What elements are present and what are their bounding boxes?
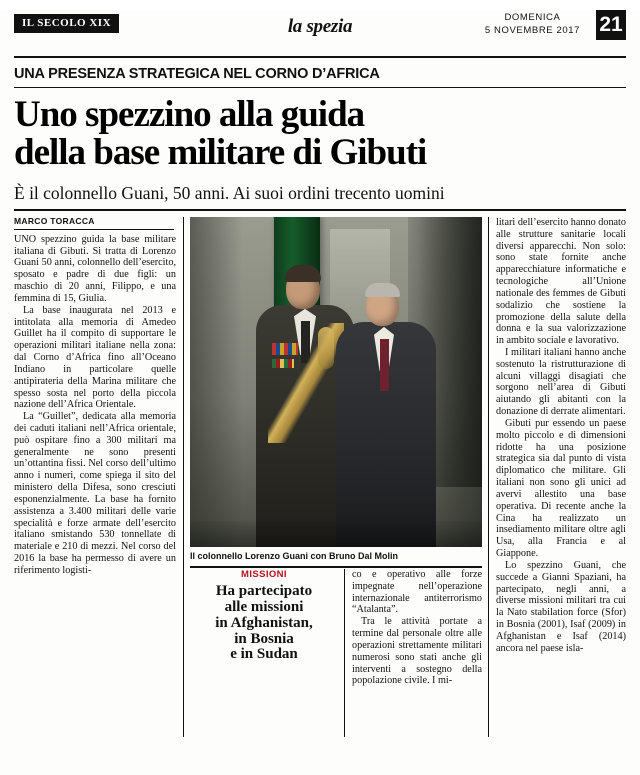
section-title: la spezia (287, 16, 353, 37)
paragraph: co e operativo alle forze impegnate nell’operazione internazionale antiterrorismo “Atalanta”. (352, 568, 482, 616)
guest-hair (365, 283, 400, 297)
text-column-2 (352, 569, 482, 687)
text-column-3 (496, 217, 626, 655)
paragraph: La “Guillet”, dedicata alla memoria dei caduti italiani nell’Africa orientale, può ospitare fino a 300 militari ma generalmente ne sono presenti un’ottantina fissi. Nel corso dell’ultimo anno i numeri, come spiega il sito del ministero della Difesa, sono cresciuti esponenzialmente. La base ha fornito assistenza a 3.400 militari delle varie specialità e forze armate dell’esercito italiano smistando 530 tonnellate di materiale e 210 di mezzi. Nel corso del 2016 la base ha permesso di avere un riferimento logisti- (14, 411, 176, 576)
sidebar-title-line-5: e in Sudan (230, 646, 298, 663)
officer-aiguillette (318, 327, 334, 369)
photo-caption: Il colonnello Lorenzo Guani con Bruno Dal Molin (190, 547, 482, 568)
column-divider-2 (344, 569, 345, 737)
newspaper-page (0, 10, 640, 775)
sidebar-title-line-1: Ha partecipato (215, 582, 313, 599)
officer-medals (272, 343, 298, 355)
headline-line-2: della base militare di Gibuti (14, 132, 427, 174)
issue-date (485, 12, 580, 38)
sidebar-title-line-3: in Afghanistan, (215, 614, 313, 631)
sidebar-missioni (190, 569, 338, 663)
paragraph: Tra le attività portate a termine dal personale oltre alle operazioni strettamente militari numerosi sono stati anche gli interventi a sostegno della popolazione civile. I mi- (352, 616, 482, 687)
paragraph: I militari italiani hanno anche sostenuto la ristrutturazione di alcuni villaggi disagiati che sorgono nell’area di Gibuti aiutando gli abitanti con la donazione di derrate alimentari. (496, 346, 626, 418)
page-number-badge: 21 (596, 10, 626, 40)
masthead (14, 10, 626, 58)
paragraph: litari dell’esercito hanno donato alle strutture sanitarie locali diversi apparecchi. Non solo: sono state fornite anche apparecchiature informatiche e tecnologiche all’Unione nationale des femmes de Gibuti sodalizio che sostiene la promozione della salute della donna e la sua valorizzazione in ambito sociale e lavorativo. (496, 216, 626, 347)
article-subhead: È il colonnello Guani, 50 anni. Ai suoi ordini trecento uomini (14, 184, 626, 211)
guest-tie (380, 339, 389, 391)
column-divider-3 (488, 217, 489, 737)
sidebar-title (190, 584, 338, 663)
paragraph: Lo spezzino Guani, che succede a Gianni Spaziani, ha partecipato, negli anni, a diverse missioni militari tra cui la Nato stabilation force (Sfor) in Bosnia (2001), Isaf (2009) in Afghanistan e Isaf (2014) ancora nel paese isla- (496, 559, 626, 654)
column-divider-1 (183, 217, 184, 737)
sidebar-title-line-2: alle missioni (224, 598, 304, 615)
article-photo-block (190, 217, 482, 568)
paragraph: UNO spezzino guida la base militare italiana di Gibuti. Si tratta di Lorenzo Guani 50 anni, colonnello dell’esercito, sposato e padre di due figli: un maschio di 20 anni, Filippo, e una femmina di 15, Giulia. (14, 233, 176, 304)
paragraph: Gibuti pur essendo un paese molto piccolo e di dimensioni ridotte ha una posizione strategica sia dal punto di vista diplomatico che militare. Gli italiani non sono gli unici ad avervi allestito una base operativa. Di recente anche la Cina ha realizzato un insediamento militare oltre agli Usa, alla Francia e al Giappone. (496, 417, 626, 560)
paragraph: La base inaugurata nel 2013 e intitolata alla memoria di Amedeo Guillet ha il compito di supportare le operazioni militari italiane nella zona: dal Corno d’Africa fino all’Oceano Indiano in particolare quelle antipirateria della Marina militare che spesso sosta nel porto della piccola nazione dell’Africa Orientale. (14, 304, 176, 411)
sidebar-label: MISSIONI (241, 568, 287, 580)
headline-line-1: Uno spezzino alla guida (14, 94, 365, 135)
publication-logo: IL SECOLO XIX (14, 14, 119, 33)
sidebar-title-line-4: in Bosnia (234, 630, 294, 647)
article-kicker: UNA PRESENZA STRATEGICA NEL CORNO D’AFRICA (14, 66, 626, 88)
article-body (14, 217, 626, 737)
issue-weekday: DOMENICA (504, 12, 561, 23)
photo-colonel-and-guest (190, 217, 482, 547)
photo-floor (190, 521, 482, 547)
officer-hair (285, 265, 321, 282)
article-headline (14, 94, 626, 174)
byline: MARCO TORACCA (14, 217, 174, 230)
text-column-1 (14, 217, 176, 577)
officer-medals-secondary (272, 359, 294, 368)
issue-date-text: 5 NOVEMBRE 2017 (484, 24, 580, 36)
